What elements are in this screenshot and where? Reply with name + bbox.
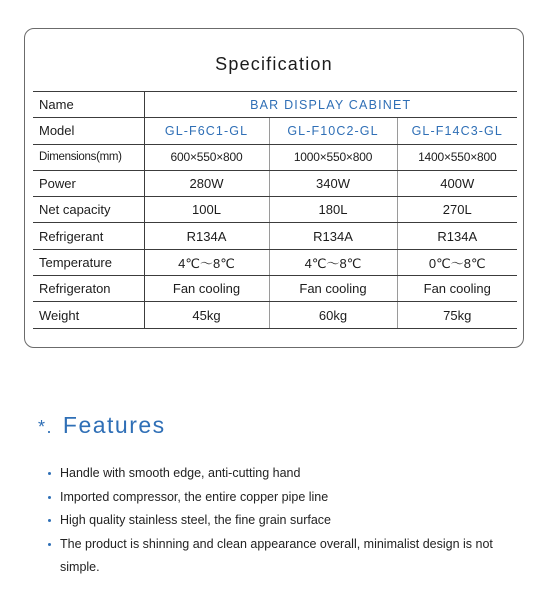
spec-cell: 400W <box>397 170 517 196</box>
spec-cell: 600×550×800 <box>144 144 269 170</box>
features-prefix: *. <box>38 417 54 437</box>
spec-cell: GL-F6C1-GL <box>144 118 269 144</box>
feature-item <box>46 486 516 510</box>
feature-text: The product is shinning and clean appearance overall, minimalist design is not simple. <box>60 536 493 574</box>
spec-cell: GL-F10C2-GL <box>269 118 397 144</box>
specification-title: Specification <box>215 54 333 74</box>
spec-cell: 75kg <box>397 302 517 328</box>
spec-label: Temperature <box>33 249 144 275</box>
feature-text: Handle with smooth edge, anti-cutting hand <box>60 466 301 480</box>
spec-cell: 280W <box>144 170 269 196</box>
spec-label: Model <box>33 118 144 144</box>
spec-cell: Fan cooling <box>397 276 517 302</box>
spec-row-net-capacity <box>33 197 517 223</box>
features-list <box>46 462 516 580</box>
spec-row-power <box>33 170 517 196</box>
spec-label: Dimensions(mm) <box>33 144 144 170</box>
spec-label: Power <box>33 170 144 196</box>
spec-cell: 4℃～8℃ <box>144 249 269 275</box>
spec-cell: 100L <box>144 197 269 223</box>
bullet-dot-icon <box>48 519 51 522</box>
spec-cell: 340W <box>269 170 397 196</box>
spec-cell: R134A <box>144 223 269 249</box>
spec-row-temperature <box>33 249 517 275</box>
spec-label: Refrigerant <box>33 223 144 249</box>
spec-label: Weight <box>33 302 144 328</box>
bullet-dot-icon <box>48 472 51 475</box>
spec-cell: 270L <box>397 197 517 223</box>
spec-cell: 0℃～8℃ <box>397 249 517 275</box>
feature-item <box>46 509 516 533</box>
spec-cell: 45kg <box>144 302 269 328</box>
spec-cell: Fan cooling <box>144 276 269 302</box>
bullet-dot-icon <box>48 496 51 499</box>
spec-cell: 180L <box>269 197 397 223</box>
spec-label: Name <box>33 92 144 118</box>
bullet-dot-icon <box>48 543 51 546</box>
spec-row-refrigerant <box>33 223 517 249</box>
spec-row-refrigeration <box>33 276 517 302</box>
spec-row-weight <box>33 302 517 328</box>
features-heading <box>38 412 166 439</box>
feature-text: Imported compressor, the entire copper pipe line <box>60 489 329 504</box>
spec-cell: 4℃～8℃ <box>269 249 397 275</box>
spec-row-name <box>33 92 517 118</box>
spec-cell: GL-F14C3-GL <box>397 118 517 144</box>
spec-row-dimensions <box>33 144 517 170</box>
specification-card <box>24 28 524 348</box>
spec-cell: Fan cooling <box>269 276 397 302</box>
spec-label: Refrigeraton <box>33 276 144 302</box>
features-title: Features <box>62 412 166 438</box>
spec-row-model <box>33 118 517 144</box>
feature-item <box>46 533 516 580</box>
spec-cell: 60kg <box>269 302 397 328</box>
spec-cell: 1000×550×800 <box>269 144 397 170</box>
feature-text: High quality stainless steel, the fine grain surface <box>60 513 331 527</box>
specification-table <box>33 91 517 329</box>
product-name: BAR DISPLAY CABINET <box>144 92 517 118</box>
spec-cell: 1400×550×800 <box>397 144 517 170</box>
spec-cell: R134A <box>397 223 517 249</box>
spec-cell: R134A <box>269 223 397 249</box>
feature-item <box>46 462 516 486</box>
spec-label: Net capacity <box>33 197 144 223</box>
